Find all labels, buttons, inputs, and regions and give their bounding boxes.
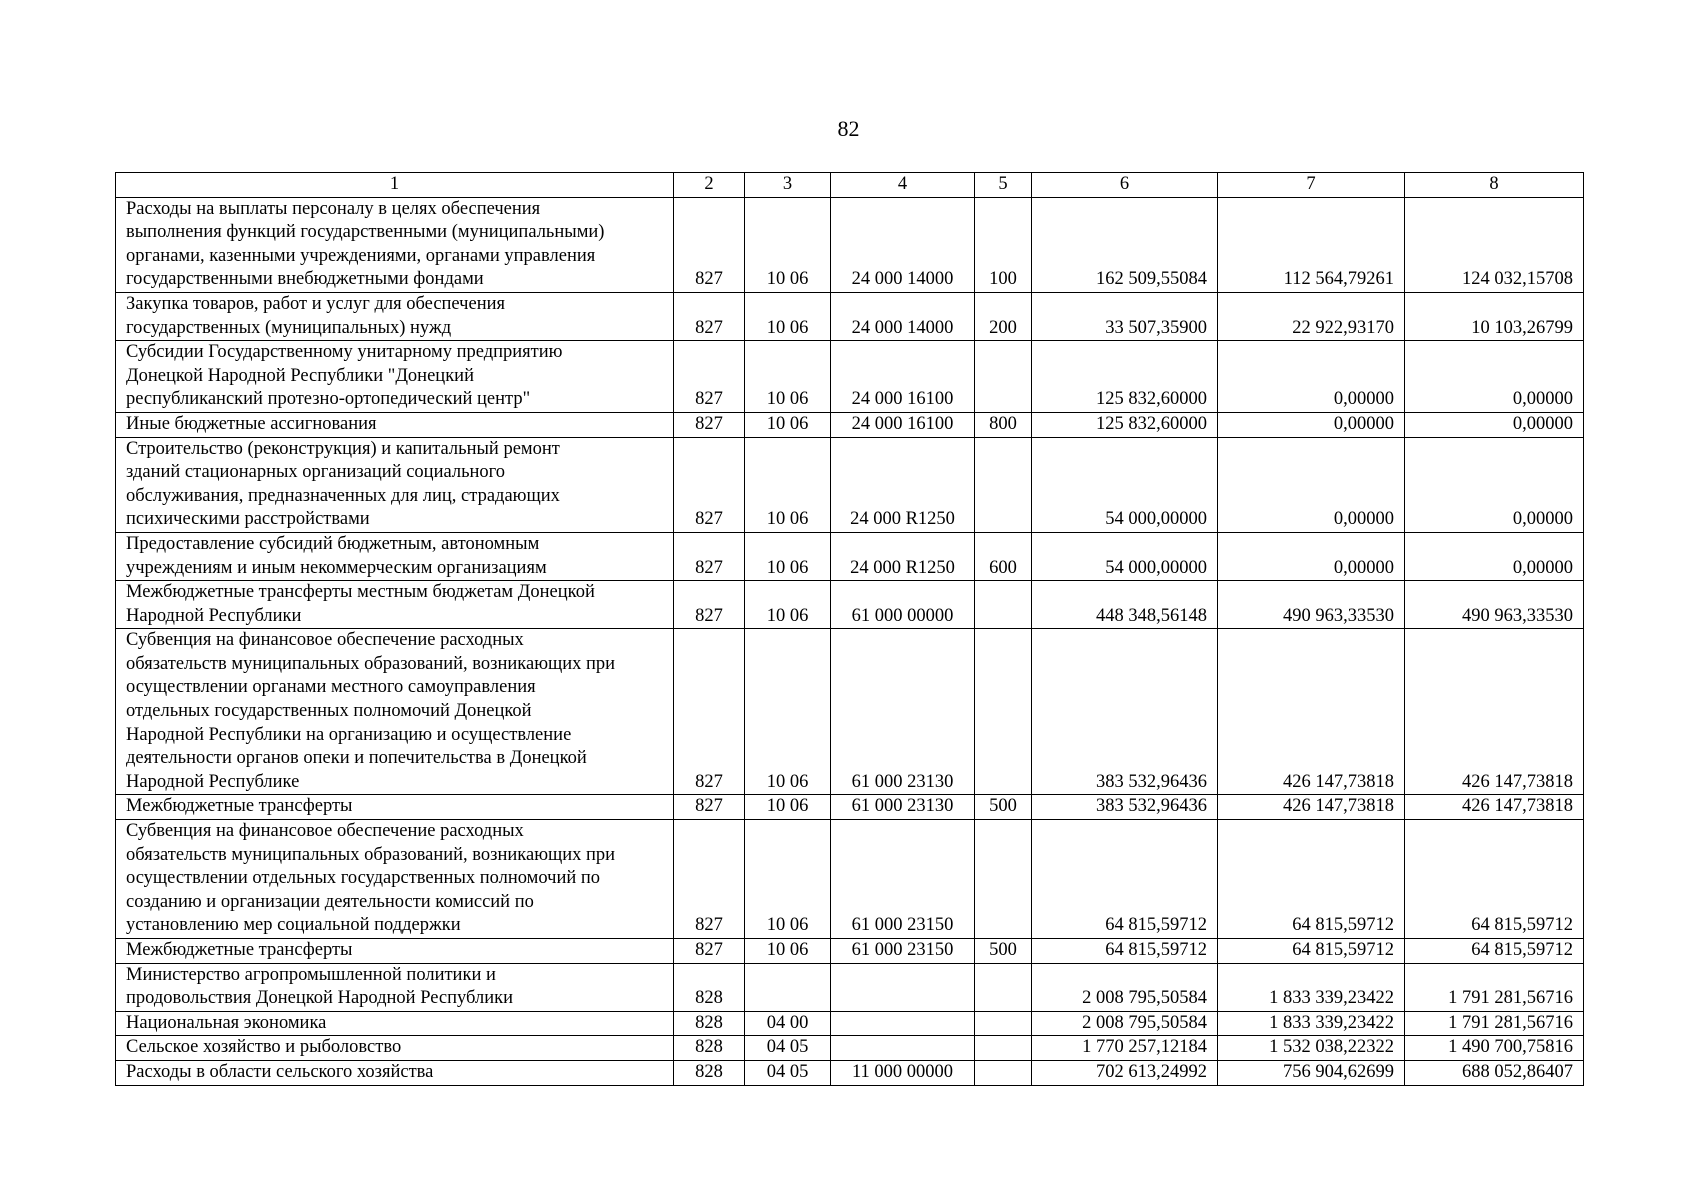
section-code-cell: 04 05 [745, 1036, 831, 1061]
expense-name-line: Межбюджетные трансферты [126, 796, 353, 817]
section-code-cell: 10 06 [745, 292, 831, 340]
expense-name-line: созданию и организации деятельности комиссий по [126, 891, 534, 912]
table-row [116, 963, 1584, 1011]
amount-col8-cell: 490 963,33530 [1405, 581, 1584, 629]
expense-name-line: Министерство агропромышленной политики и [126, 964, 496, 985]
target-article-cell: 61 000 23150 [831, 820, 975, 939]
amount-col7-cell: 22 922,93170 [1218, 292, 1405, 340]
table-row [116, 1036, 1584, 1061]
expense-name-line: Строительство (реконструкция) и капитальный ремонт [126, 438, 560, 459]
target-article-cell: 11 000 00000 [831, 1060, 975, 1085]
table-row [116, 939, 1584, 964]
expense-name-cell [116, 437, 674, 532]
expense-name-line: отдельных государственных полномочий Донецкой [126, 701, 532, 722]
expense-name-line: Национальная экономика [126, 1012, 327, 1033]
expense-name-line: Межбюджетные трансферты местным бюджетам Донецкой [126, 582, 595, 603]
section-code-cell: 10 06 [745, 532, 831, 580]
amount-col7-cell: 0,00000 [1218, 437, 1405, 532]
ministry-code-cell: 827 [674, 581, 745, 629]
expense-type-cell [975, 820, 1032, 939]
table-body [116, 197, 1584, 1085]
expense-name-line: Предоставление субсидий бюджетным, автономным [126, 533, 540, 554]
amount-col8-cell: 0,00000 [1405, 341, 1584, 413]
header-cell-1: 1 [116, 173, 674, 198]
ministry-code-cell: 828 [674, 963, 745, 1011]
expense-name-line: Народной Республики на организацию и осуществление [126, 724, 572, 745]
target-article-cell: 61 000 23130 [831, 795, 975, 820]
target-article-cell: 61 000 23150 [831, 939, 975, 964]
amount-col8-cell: 0,00000 [1405, 412, 1584, 437]
amount-col8-cell: 1 791 281,56716 [1405, 963, 1584, 1011]
target-article-cell: 24 000 14000 [831, 292, 975, 340]
table-row [116, 532, 1584, 580]
expense-name-line: продовольствия Донецкой Народной Республики [126, 988, 514, 1009]
ministry-code-cell: 827 [674, 629, 745, 795]
amount-col6-cell: 702 613,24992 [1032, 1060, 1218, 1085]
table-row [116, 629, 1584, 795]
amount-col6-cell: 448 348,56148 [1032, 581, 1218, 629]
section-code-cell: 10 06 [745, 197, 831, 292]
amount-col8-cell: 64 815,59712 [1405, 939, 1584, 964]
ministry-code-cell: 827 [674, 939, 745, 964]
expense-name-line: Субвенция на финансовое обеспечение расходных [126, 630, 524, 651]
expense-name-line: Расходы в области сельского хозяйства [126, 1061, 434, 1082]
ministry-code-cell: 828 [674, 1011, 745, 1036]
expense-name-line: республиканский протезно-ортопедический центр" [126, 389, 531, 410]
amount-col6-cell: 64 815,59712 [1032, 939, 1218, 964]
ministry-code-cell: 827 [674, 341, 745, 413]
header-cell-3: 3 [745, 173, 831, 198]
amount-col8-cell: 124 032,15708 [1405, 197, 1584, 292]
expense-name-cell [116, 820, 674, 939]
expense-type-cell: 600 [975, 532, 1032, 580]
amount-col7-cell: 0,00000 [1218, 412, 1405, 437]
expense-name-line: Расходы на выплаты персоналу в целях обеспечения [126, 198, 541, 219]
table-row [116, 292, 1584, 340]
ministry-code-cell: 827 [674, 412, 745, 437]
section-code-cell: 10 06 [745, 629, 831, 795]
expense-type-cell [975, 963, 1032, 1011]
table-row [116, 341, 1584, 413]
amount-col7-cell: 64 815,59712 [1218, 820, 1405, 939]
target-article-cell: 24 000 R1250 [831, 437, 975, 532]
target-article-cell: 61 000 00000 [831, 581, 975, 629]
expense-name-line: осуществлении органами местного самоуправления [126, 677, 536, 698]
amount-col7-cell: 1 833 339,23422 [1218, 963, 1405, 1011]
amount-col8-cell: 1 490 700,75816 [1405, 1036, 1584, 1061]
amount-col7-cell: 426 147,73818 [1218, 795, 1405, 820]
section-code-cell: 04 00 [745, 1011, 831, 1036]
amount-col6-cell: 33 507,35900 [1032, 292, 1218, 340]
ministry-code-cell: 827 [674, 532, 745, 580]
amount-col8-cell: 0,00000 [1405, 532, 1584, 580]
amount-col6-cell: 383 532,96436 [1032, 795, 1218, 820]
budget-table [115, 172, 1584, 1086]
expense-name-cell [116, 292, 674, 340]
expense-name-line: Субсидии Государственному унитарному предприятию [126, 342, 563, 363]
target-article-cell: 24 000 14000 [831, 197, 975, 292]
amount-col7-cell: 756 904,62699 [1218, 1060, 1405, 1085]
expense-type-cell: 500 [975, 795, 1032, 820]
amount-col6-cell: 125 832,60000 [1032, 412, 1218, 437]
amount-col7-cell: 1 833 339,23422 [1218, 1011, 1405, 1036]
header-cell-5: 5 [975, 173, 1032, 198]
page-number: 82 [837, 116, 860, 141]
expense-type-cell: 100 [975, 197, 1032, 292]
amount-col6-cell: 125 832,60000 [1032, 341, 1218, 413]
amount-col7-cell: 1 532 038,22322 [1218, 1036, 1405, 1061]
amount-col7-cell: 0,00000 [1218, 341, 1405, 413]
header-row [116, 173, 1584, 198]
amount-col7-cell: 490 963,33530 [1218, 581, 1405, 629]
amount-col6-cell: 2 008 795,50584 [1032, 1011, 1218, 1036]
amount-col8-cell: 1 791 281,56716 [1405, 1011, 1584, 1036]
expense-name-line: обязательств муниципальных образований, возникающих при [126, 844, 616, 865]
table-row [116, 581, 1584, 629]
expense-name-line: осуществлении отдельных государственных полномочий по [126, 868, 601, 889]
header-cell-2: 2 [674, 173, 745, 198]
expense-name-cell [116, 963, 674, 1011]
ministry-code-cell: 827 [674, 437, 745, 532]
expense-type-cell [975, 581, 1032, 629]
table-row [116, 1060, 1584, 1085]
table-row [116, 197, 1584, 292]
expense-name-cell [116, 1036, 674, 1061]
section-code-cell: 10 06 [745, 820, 831, 939]
expense-type-cell [975, 1036, 1032, 1061]
amount-col6-cell: 64 815,59712 [1032, 820, 1218, 939]
section-code-cell [745, 963, 831, 1011]
expense-name-line: обязательств муниципальных образований, возникающих при [126, 653, 616, 674]
amount-col6-cell: 383 532,96436 [1032, 629, 1218, 795]
header-cell-7: 7 [1218, 173, 1405, 198]
section-code-cell: 10 06 [745, 581, 831, 629]
target-article-cell: 61 000 23130 [831, 629, 975, 795]
expense-name-line: психическими расстройствами [126, 509, 370, 530]
expense-name-cell [116, 341, 674, 413]
expense-name-line: учреждениям и иным некоммерческим организациям [126, 557, 547, 578]
expense-name-line: государственных (муниципальных) нужд [126, 317, 452, 338]
amount-col7-cell: 64 815,59712 [1218, 939, 1405, 964]
header-cell-8: 8 [1405, 173, 1584, 198]
expense-name-cell [116, 1060, 674, 1085]
amount-col8-cell: 426 147,73818 [1405, 795, 1584, 820]
table-row [116, 412, 1584, 437]
header-cell-6: 6 [1032, 173, 1218, 198]
expense-name-cell [116, 532, 674, 580]
ministry-code-cell: 827 [674, 292, 745, 340]
expense-name-line: зданий стационарных организаций социального [126, 462, 506, 483]
expense-name-line: Сельское хозяйство и рыболовство [126, 1037, 402, 1058]
expense-name-line: Субвенция на финансовое обеспечение расходных [126, 821, 524, 842]
expense-name-line: органами, казенными учреждениями, органами управления [126, 245, 596, 266]
expense-name-line: Иные бюджетные ассигнования [126, 413, 377, 434]
section-code-cell: 10 06 [745, 437, 831, 532]
amount-col6-cell: 54 000,00000 [1032, 437, 1218, 532]
target-article-cell: 24 000 16100 [831, 341, 975, 413]
expense-name-line: Межбюджетные трансферты [126, 940, 353, 960]
expense-type-cell [975, 1060, 1032, 1085]
amount-col8-cell: 64 815,59712 [1405, 820, 1584, 939]
table-row [116, 1011, 1584, 1036]
amount-col6-cell: 1 770 257,12184 [1032, 1036, 1218, 1061]
target-article-cell [831, 1036, 975, 1061]
table-row [116, 437, 1584, 532]
ministry-code-cell: 827 [674, 795, 745, 820]
expense-name-line: установлению мер социальной поддержки [126, 915, 461, 936]
expense-name-line: государственными внебюджетными фондами [126, 269, 484, 290]
expense-name-line: Закупка товаров, работ и услуг для обеспечения [126, 293, 506, 314]
amount-col6-cell: 2 008 795,50584 [1032, 963, 1218, 1011]
expense-type-cell [975, 437, 1032, 532]
expense-name-cell [116, 412, 674, 437]
expense-name-line: обслуживания, предназначенных для лиц, страдающих [126, 485, 560, 506]
expense-name-line: Народной Республики [126, 605, 302, 626]
ministry-code-cell: 828 [674, 1036, 745, 1061]
ministry-code-cell: 827 [674, 197, 745, 292]
expense-name-cell [116, 1011, 674, 1036]
section-code-cell: 10 06 [745, 412, 831, 437]
amount-col6-cell: 162 509,55084 [1032, 197, 1218, 292]
amount-col8-cell: 688 052,86407 [1405, 1060, 1584, 1085]
expense-name-cell [116, 939, 674, 964]
expense-type-cell [975, 1011, 1032, 1036]
expense-name-cell [116, 197, 674, 292]
section-code-cell: 10 06 [745, 939, 831, 964]
section-code-cell: 10 06 [745, 795, 831, 820]
amount-col6-cell: 54 000,00000 [1032, 532, 1218, 580]
table-row [116, 795, 1584, 820]
section-code-cell: 04 05 [745, 1060, 831, 1085]
expense-type-cell: 800 [975, 412, 1032, 437]
header-cell-4: 4 [831, 173, 975, 198]
table-row [116, 820, 1584, 939]
target-article-cell [831, 1011, 975, 1036]
amount-col8-cell: 10 103,26799 [1405, 292, 1584, 340]
expense-name-line: деятельности органов опеки и попечительства в Донецкой [126, 748, 587, 769]
expense-name-line: Народной Республике [126, 771, 300, 792]
amount-col7-cell: 0,00000 [1218, 532, 1405, 580]
expense-type-cell: 200 [975, 292, 1032, 340]
expense-type-cell [975, 341, 1032, 413]
expense-name-line: выполнения функций государственными (муниципальными) [126, 222, 605, 243]
amount-col8-cell: 0,00000 [1405, 437, 1584, 532]
target-article-cell: 24 000 R1250 [831, 532, 975, 580]
amount-col7-cell: 426 147,73818 [1218, 629, 1405, 795]
amount-col7-cell: 112 564,79261 [1218, 197, 1405, 292]
amount-col8-cell: 426 147,73818 [1405, 629, 1584, 795]
ministry-code-cell: 828 [674, 1060, 745, 1085]
ministry-code-cell: 827 [674, 820, 745, 939]
expense-type-cell [975, 629, 1032, 795]
expense-type-cell: 500 [975, 939, 1032, 964]
expense-name-cell [116, 795, 674, 820]
target-article-cell: 24 000 16100 [831, 412, 975, 437]
target-article-cell [831, 963, 975, 1011]
expense-name-line: Донецкой Народной Республики "Донецкий [126, 365, 474, 386]
expense-name-cell [116, 629, 674, 795]
section-code-cell: 10 06 [745, 341, 831, 413]
expense-name-cell [116, 581, 674, 629]
